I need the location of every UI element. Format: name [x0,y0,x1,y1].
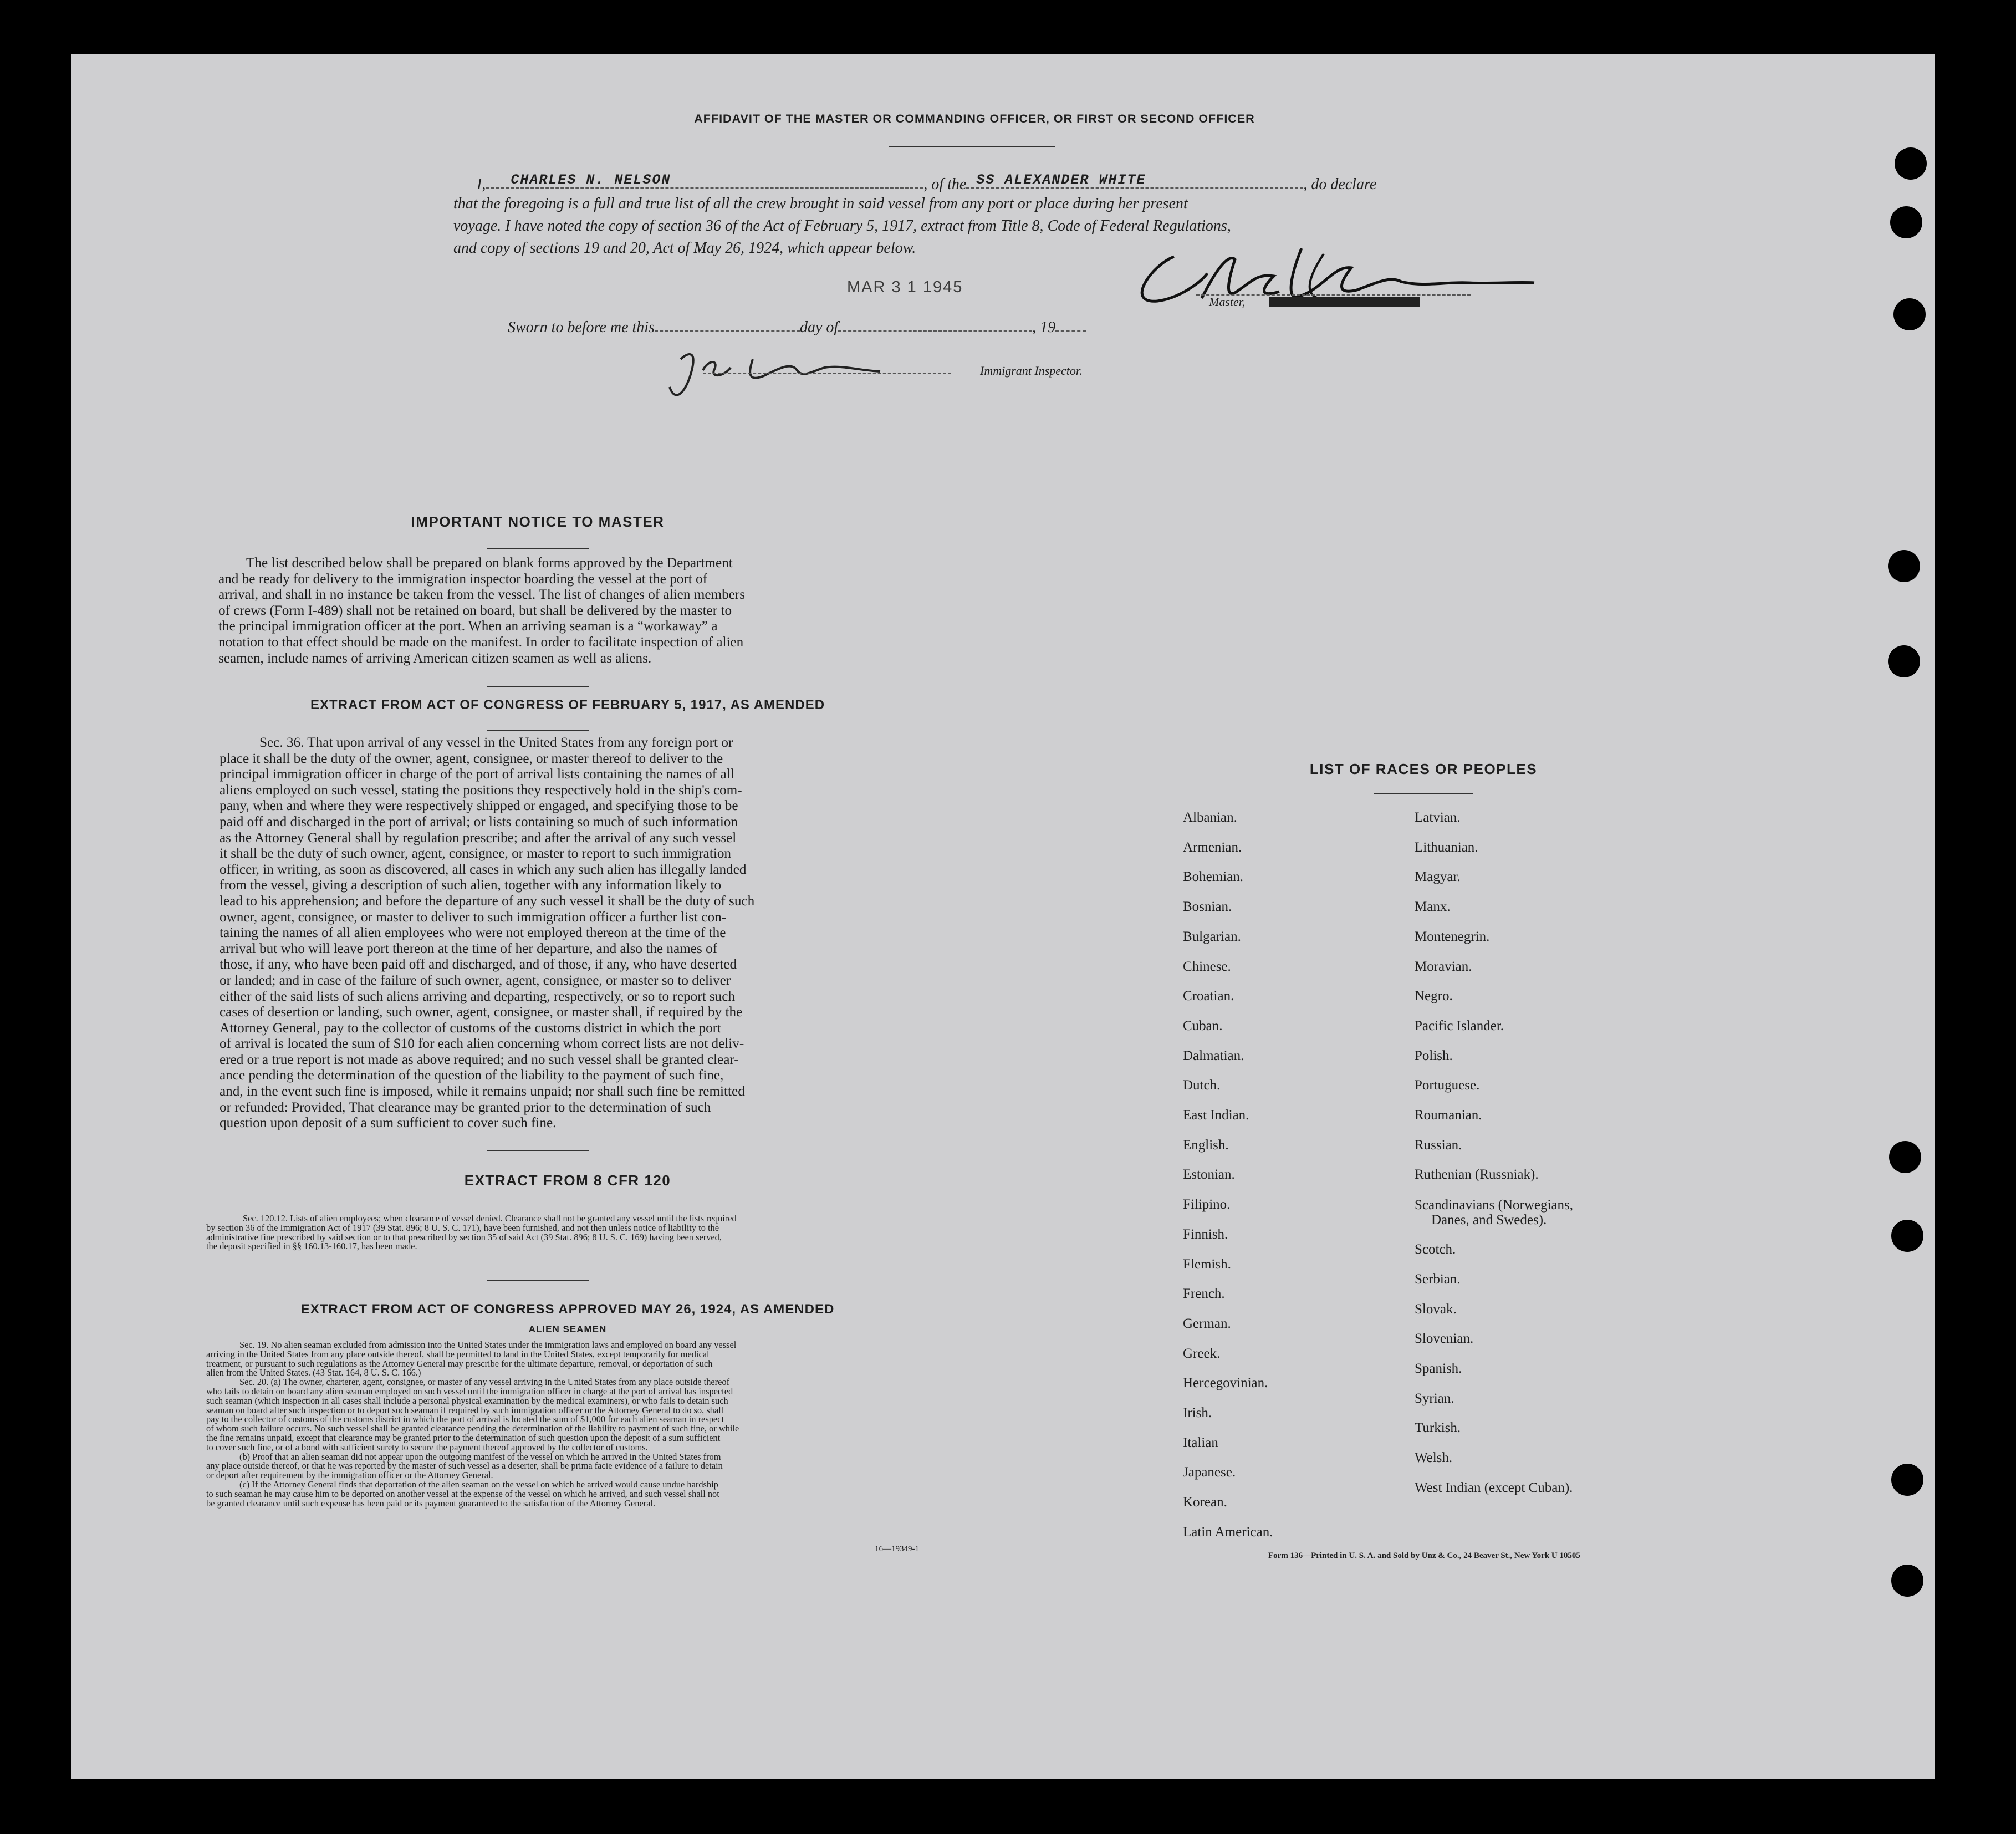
race-item: Albanian. [1183,810,1237,825]
act1917-line: paid off and discharged in the port of arrival; or lists containing so much of such information [220,814,738,829]
act1917-line: of arrival is located the sum of $10 for each alien concerning whom correct lists are not deliv- [220,1036,744,1052]
race-item: Turkish. [1415,1420,1461,1436]
notice-line: and be ready for delivery to the immigration inspector boarding the vessel at the port of [218,571,707,587]
race-item: Filipino. [1183,1197,1231,1213]
notice-line: of crews (Form I-489) shall not be retained on board, but shall be delivered by the master to [218,603,732,618]
notice-line: arrival, and shall in no instance be taken from the vessel. The list of changes of alien members [218,587,746,603]
act1924-line: Sec. 20. (a) The owner, charterer, agent, consignee, or master of any vessel arriving in the United States from any place outside thereof [239,1377,730,1388]
of-the-text: , of the [923,176,967,193]
cfr-line: administrative fine prescribed by said section or to that prescribed by section 35 of said Act (39 Stat. 896; 8 U. S. C. 169) having been served, [206,1231,722,1242]
declarant-prefix: I, [477,176,486,193]
race-item: English. [1183,1137,1229,1153]
cfr-body [206,1214,1002,1251]
act1917-line: Attorney General, pay to the collector of customs of the customs district in which the port [220,1020,722,1036]
notice-line: notation to that effect should be made on the manifest. In order to facilitate inspection of alien [218,634,744,650]
act1924-line: (c) If the Attorney General finds that deportation of the alien seaman on the vessel on which he arrived would cause undue hardship [239,1479,718,1490]
act1917-line: and, in the event such fine is imposed, while it remains unpaid; nor shall such fine be remitted [220,1084,745,1099]
act1917-line: ance pending the determination of the question of the liability to the payment of such fine, [220,1068,724,1083]
act1924-title: EXTRACT FROM ACT OF CONGRESS APPROVED MAY 26, 1924, AS AMENDED [300,1302,835,1317]
race-item: Roumanian. [1415,1108,1482,1123]
race-item: East Indian. [1183,1108,1249,1123]
race-item: Russian. [1415,1137,1462,1153]
sworn-year-field [1055,317,1086,332]
act1917-line: those, if any, who have been paid off and discharged, and of those, if any, who have deserted [220,957,737,972]
race-item: Scandinavians (Norwegians, [1415,1198,1574,1213]
notice-title: IMPORTANT NOTICE TO MASTER [411,513,665,530]
race-item: Lithuanian. [1415,839,1478,855]
race-item: Syrian. [1415,1390,1454,1406]
punch-hole [1891,1220,1923,1252]
cfr-line: the deposit specified in §§ 160.13-160.17, has been made. [206,1241,417,1252]
divider [487,686,589,687]
act1924-line: of whom such failure occurs. No such vessel shall be granted clearance pending the determination of the liability to payment of such fine, or while [206,1423,739,1434]
act1924-line: or deport after requirement by the immigration officer or the Attorney General. [206,1470,493,1481]
affidavit-line-3: voyage. I have noted the copy of section 36 of the Act of February 5, 1917, extract from Title 8, Code of Federal Regulations, [453,217,1231,235]
race-item: Croatian. [1183,989,1234,1004]
do-declare-text: , do declare [1303,176,1377,193]
act1924-line: who fails to detain on board any alien seaman employed on such vessel until the immigration officer in charge at the port of arrival has inspected [206,1385,733,1397]
act1917-line: or landed; and in case of the failure of such owner, agent, consignee, or master so to deliver [220,972,731,988]
act1924-line: to cover such fine, or of a bond with sufficient surety to secure the payment thereof approved by the collector of customs. [206,1441,648,1453]
divider [487,1150,589,1151]
race-item: Slovenian. [1415,1331,1474,1347]
act1924-line: arriving in the United States from any place outside thereof, shall be permitted to land in the United States, except temporarily for medical [206,1348,710,1359]
race-item: Flemish. [1183,1256,1231,1272]
act1924-line: Sec. 19. No alien seaman excluded from admission into the United States under the immigration laws and employed on board any vessel [239,1339,737,1350]
form-page [71,54,1935,1779]
act1917-line: pany, when and where they were respectively shipped or engaged, and specifying those to be [220,798,738,814]
race-item: Serbian. [1415,1271,1461,1287]
act1917-line: ered or a true report is not made as above required; and no such vessel shall be granted clear- [220,1052,739,1067]
punch-hole [1888,645,1920,677]
act1924-line: (b) Proof that an alien seaman did not appear upon the outgoing manifest of the vessel on which he arrived in the United States from [239,1451,721,1462]
inspector-label: Immigrant Inspector. [980,364,1083,378]
affidavit-line-2: that the foregoing is a full and true list of all the crew brought in said vessel from any port or place during her present [453,195,1188,212]
race-item: Dalmatian. [1183,1048,1244,1063]
race-item: Montenegrin. [1415,929,1490,944]
race-item: Dutch. [1183,1078,1221,1093]
act1917-line: question upon deposit of a sum sufficient to cover such fine. [220,1115,557,1131]
race-item: Ruthenian (Russniak). [1415,1167,1539,1183]
act1924-line: to such seaman he may cause him to be deported on another vessel at the expense of the vessel on which he arrived, and such vessel shall not [206,1488,719,1499]
act1924-line: seaman on board after such inspection or to deport such seaman if required by such immigration officer or the Attorney General to do so, shall [206,1404,724,1415]
master-name-field [486,172,923,189]
date-stamp: MAR 3 1 1945 [847,278,963,296]
punch-hole [1890,206,1922,238]
punch-hole [1895,147,1927,180]
printer-footer: Form 136—Printed in U. S. A. and Sold by Unz & Co., 24 Beaver St., New York U 10505 [1268,1551,1580,1560]
race-item: Manx. [1415,899,1451,915]
act1917-line: as the Attorney General shall by regulation prescribe; and after the arrival of any such vessel [220,830,737,845]
day-of-text: day of [799,319,839,336]
race-item: Pacific Islander. [1415,1018,1504,1033]
race-item: Irish. [1183,1405,1212,1421]
master-label: Master, [1209,295,1246,309]
race-item: Hercegovinian. [1183,1376,1268,1391]
race-item: Korean. [1183,1495,1227,1510]
affidavit-title: AFFIDAVIT OF THE MASTER OR COMMANDING OFFICER, OR FIRST OR SECOND OFFICER [694,112,1255,125]
act1924-line: pay to the collector of customs of the customs district in which the port of arrival is located the sum of $1,000 for each alien seaman in respect [206,1414,724,1425]
act1917-line: cases of desertion or landing, such owner, agent, consignee, or master shall, if required by the [220,1005,743,1020]
sworn-line [508,317,1086,337]
notice-body [218,556,917,666]
form-code: 16—19349-1 [875,1545,919,1553]
race-item: Estonian. [1183,1167,1235,1183]
punch-hole [1893,298,1926,330]
notice-line: seamen, include names of arriving American citizen seamen as well as aliens. [218,650,652,666]
master-name-value: CHARLES N. NELSON [511,172,671,188]
race-item: Finnish. [1183,1226,1228,1242]
race-item: Moravian. [1415,959,1472,974]
races-title: LIST OF RACES OR PEOPLES [1309,761,1538,777]
sworn-text: Sworn to before me this [508,319,655,336]
race-item: West Indian (except Cuban). [1415,1480,1573,1495]
race-item: Latin American. [1183,1524,1273,1540]
race-item: Bulgarian. [1183,929,1241,944]
act1924-line: the fine remains unpaid, except that clearance may be granted prior to the determination of such question upon the deposit of a sum sufficient [206,1432,721,1443]
act1917-line: Sec. 36. That upon arrival of any vessel in the United States from any foreign port or [259,735,733,750]
notice-line: The list described below shall be prepared on blank forms approved by the Department [246,556,733,570]
act1924-line: be granted clearance until such expense has been paid or its payment guaranteed to the satisfaction of the Attorney General. [206,1497,656,1509]
act1924-line: alien from the United States. (43 Stat. 164, 8 U. S. C. 166.) [206,1367,421,1378]
cfr-line: Sec. 120.12. Lists of alien employees; when clearance of vessel denied. Clearance shall not be granted any vessel until the lists required [243,1213,737,1224]
race-item: Italian [1183,1435,1218,1450]
act1917-line: taining the names of all alien employees who were not employed thereon at the time of the [220,925,726,941]
race-item: Welsh. [1415,1450,1453,1466]
race-item: Greek. [1183,1346,1221,1361]
act1924-line: such seaman (which inspection in all cases shall include a personal physical examination by the medical examiners), or who fails to detain such [206,1395,728,1406]
race-item: Latvian. [1415,810,1461,825]
act1924-line: treatment, or pursuant to such regulations as the Attorney General may prescribe for the ultimate departure, removal, or deportation of such [206,1358,713,1369]
notice-underline [487,548,589,549]
race-item: Magyar. [1415,869,1461,885]
act1917-line: owner, agent, consignee, or master to deliver to such immigration officer a further list con- [220,909,727,925]
cfr-line: by section 36 of the Immigration Act of 1917 (39 Stat. 896; 8 U. S. C. 171), have been furnished, and not then unless notice of liability to the [206,1222,719,1233]
race-item: Japanese. [1183,1465,1236,1480]
race-item: Bosnian. [1183,899,1232,915]
act1924-subtitle: ALIEN SEAMEN [528,1324,607,1334]
races-left-column [1183,803,1273,1547]
sworn-day-field [655,317,800,332]
race-item: Portuguese. [1415,1078,1480,1093]
punch-hole [1891,1464,1923,1496]
act1917-line: aliens employed on such vessel, stating the positions they respectively hold in the ship's com- [220,782,742,798]
race-item: Bohemian. [1183,869,1244,885]
year-prefix: , 19 [1032,319,1056,336]
act1917-title: EXTRACT FROM ACT OF CONGRESS OF FEBRUARY 5, 1917, AS AMENDED [310,697,825,712]
race-item: Armenian. [1183,839,1242,855]
punch-hole [1891,1565,1923,1597]
act1917-underline [487,730,589,731]
act1917-body [220,735,917,1132]
act1917-line: lead to his apprehension; and before the departure of any such vessel it shall be the duty of such [220,893,755,909]
race-item: French. [1183,1286,1225,1302]
races-underline [1374,793,1473,794]
race-item: German. [1183,1316,1231,1331]
act1917-line: either of the said lists of such aliens arriving and departing, respectively, or so to report such [220,989,736,1004]
race-item: Danes, and Swedes). [1431,1213,1547,1228]
act1924-body [206,1341,1002,1508]
races-right-column [1415,803,1573,1502]
race-item: Slovak. [1415,1301,1457,1317]
punch-hole [1889,1141,1921,1173]
act1917-line: place it shall be the duty of the owner, agent, consignee, or master thereof to deliver to the [220,751,723,766]
race-item: Negro. [1415,989,1453,1004]
race-item: Chinese. [1183,959,1231,974]
divider [487,1280,589,1281]
vessel-name-field [966,172,1303,189]
race-item: Cuban. [1183,1018,1223,1033]
act1917-line: or refunded: Provided, That clearance may be granted prior to the determination of such [220,1099,711,1115]
race-item: Polish. [1415,1048,1453,1063]
act1917-line: arrival but who will leave port thereon at the time of her departure, and also the names of [220,941,718,956]
affidavit-line-4: and copy of sections 19 and 20, Act of May 26, 1924, which appear below. [453,240,916,257]
notice-line: the principal immigration officer at the port. When an arriving seaman is a “workaway” a [218,619,718,634]
act1917-line: officer, in writing, as soon as discovered, all cases in which any such alien has illegally landed [220,862,747,877]
affidavit-line-1 [477,172,1563,193]
act1917-line: principal immigration officer in charge of the port of arrival lists containing the names of all [220,767,734,782]
cfr-title: EXTRACT FROM 8 CFR 120 [464,1172,671,1189]
vessel-name-value: SS ALEXANDER WHITE [976,172,1146,188]
act1924-line: any place outside thereof, or that he was reported by the master of such vessel as a deserter, shall be prima facie evidence of a failure to detain [206,1460,723,1471]
punch-hole [1888,550,1920,582]
struck-title [1269,297,1420,307]
race-item: Spanish. [1415,1361,1462,1376]
act1917-line: from the vessel, giving a description of such alien, together with any information likely to [220,878,722,893]
inspector-line [703,373,951,374]
title-underline [889,146,1055,147]
race-item: Scotch. [1415,1242,1456,1257]
act1917-line: it shall be the duty of such owner, agent, consignee, or master to report to such immigration [220,846,732,862]
sworn-month-field [838,317,1032,332]
